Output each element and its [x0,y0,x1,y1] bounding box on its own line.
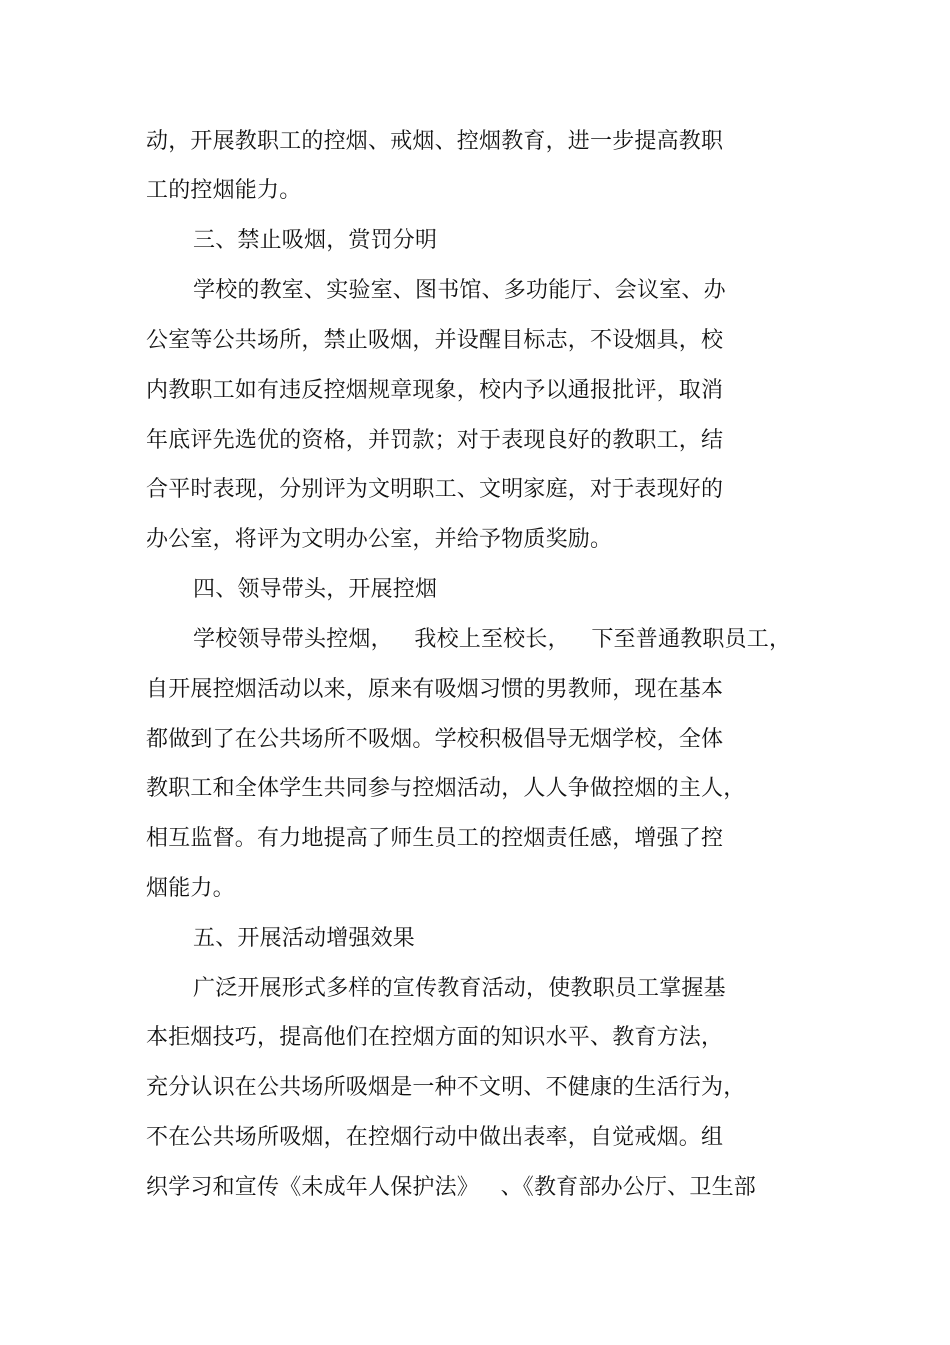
paragraph-line: 工的控烟能力。 [146,178,302,203]
paragraph-line: 教职工和全体学生共同参与控烟活动，人人争做控烟的主人， [146,776,746,801]
paragraph-line: 学校的教室、实验室、图书馆、多功能厅、会议室、办 [193,278,726,303]
paragraph-line: 学校领导带头控烟， 我校上至校长， 下至普通教职员工， [193,627,792,652]
paragraph-line: 动，开展教职工的控烟、戒烟、控烟教育，进一步提高教职 [146,129,724,154]
section-heading-4: 四、领导带头，开展控烟 [193,577,438,602]
paragraph-line: 充分认识在公共场所吸烟是一种不文明、不健康的生活行为， [146,1075,746,1100]
paragraph-line: 本拒烟技巧，提高他们在控烟方面的知识水平、教育方法， [146,1025,724,1050]
paragraph-line: 年底评先选优的资格，并罚款；对于表现良好的教职工，结 [146,428,724,453]
paragraph-line: 办公室，将评为文明办公室，并给予物质奖励。 [146,527,613,552]
paragraph-line: 合平时表现，分别评为文明职工、文明家庭，对于表现好的 [146,477,724,502]
paragraph-line: 内教职工如有违反控烟规章现象，校内予以通报批评，取消 [146,378,724,403]
paragraph-line: 广泛开展形式多样的宣传教育活动，使教职员工掌握基 [193,976,726,1001]
paragraph-line: 都做到了在公共场所不吸烟。学校积极倡导无烟学校，全体 [146,727,724,752]
paragraph-line: 公室等公共场所，禁止吸烟，并设醒目标志，不设烟具，校 [146,328,724,353]
paragraph-line: 相互监督。有力地提高了师生员工的控烟责任感，增强了控 [146,826,724,851]
paragraph-line: 不在公共场所吸烟，在控烟行动中做出表率，自觉戒烟。组 [146,1125,724,1150]
paragraph-line: 织学习和宣传《未成年人保护法》 、《教育部办公厅、卫生部 [146,1175,756,1200]
section-heading-3: 三、禁止吸烟，赏罚分明 [193,228,438,253]
section-heading-5: 五、开展活动增强效果 [193,926,416,951]
paragraph-line: 烟能力。 [146,876,235,901]
paragraph-line: 自开展控烟活动以来，原来有吸烟习惯的男教师，现在基本 [146,677,724,702]
